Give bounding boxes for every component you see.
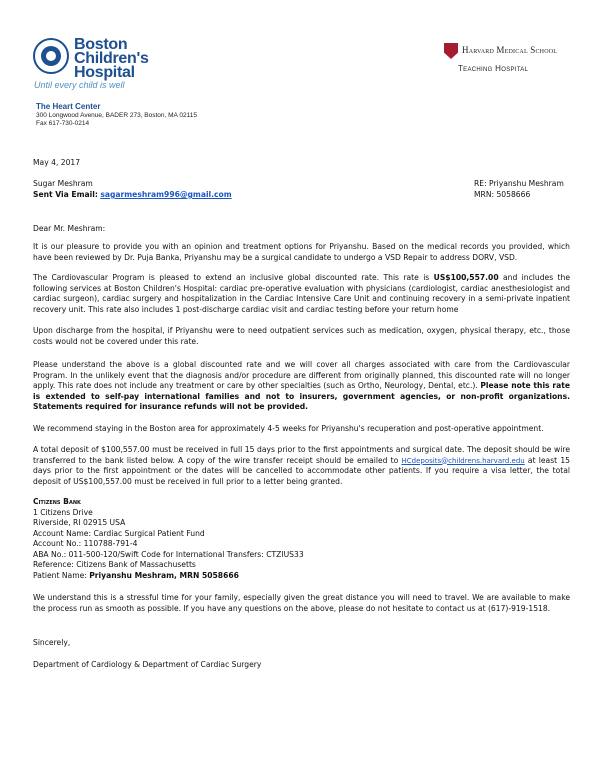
global-rate-bold-note: Please note this rate is extended to self-pay international families and not to insurers, government agencies, or non-profit organizations. Statements required for insurance refunds will not be provided. [33,381,570,411]
paragraph-stay: We recommend staying in the Boston area for approximately 4-5 weeks for Priyanshu's recuperation and post-operative appointment. [33,424,544,433]
letter-date: May 4, 2017 [33,158,81,167]
bank-name: Citizens Bank [33,497,81,506]
sent-via-label: Sent Via Email: [33,190,98,199]
fax-line: Fax 617-730-0214 [36,120,90,127]
paragraph-opinion: It is our pleasure to provide you with an opinion and treatment options for Priyanshu. Based on the medical records you provided, which have been reviewed by Dr. Puja Banka, Priyanshu may be a surgical candidate to undergo a VSD Repair to address DORV, VSD. [33,242,570,262]
mrn-line: MRN: 5058666 [474,190,531,199]
bank-account-name: Account Name: Cardiac Surgical Patient Fund [33,528,205,538]
patient-name-label: Patient Name: [33,570,90,580]
teaching-hospital-label: Teaching Hospital [458,64,529,73]
paragraph-deposit [33,445,570,487]
recipient-name: Sugar Meshram [33,179,93,188]
paragraph-global-rate [33,360,570,413]
deposits-email-link[interactable]: HCdeposits@childrens.harvard.edu [401,456,525,465]
bank-details [33,497,304,581]
harvard-shield-icon [444,43,458,59]
bank-patient-name [33,571,304,582]
hospital-logo-text [74,38,149,80]
hospital-tagline: Until every child is well [34,80,125,90]
logo-line-1: Boston [74,36,128,53]
logo-line-2: Children's [74,50,149,67]
heart-center-title: The Heart Center [36,102,101,111]
rate-amount: US$100,557.00 [433,273,499,282]
bank-aba-swift: ABA No.: 011-500-120/Swift Code for International Transfers: CTZIUS33 [33,549,304,559]
paragraph-discharge: Upon discharge from the hospital, if Priyanshu were to need outpatient services such as medication, oxygen, physical therapy, etc., those costs would not be covered under this rate. [33,326,570,346]
hospital-logo-icon [33,38,69,74]
deposit-text-a: A total deposit of $100,557.00 must be received in full 15 days prior to the first appointments and surgical date. The deposit should be wire transferred to the bank listed below. A copy of the wire transfer receipt should be emailed to [33,445,570,465]
signature-department: Department of Cardiology & Department of Cardiac Surgery [33,660,262,669]
rate-text-b: and includes the following services at Boston Children's Hospital: cardiac pre-operative evaluation with physicians (cardiologist, cardiac anesthesiologist and cardiac surgeon), cardiac surgery and hospitalization in the Cardiac Intensive Care Unit and continuing recovery in a semi-private inpatient recovery unit. This rate also includes 1 post-discharge cardiac visit and cardiac testing before your return home [33,273,570,314]
paragraph-closing-note: We understand this is a stressful time for your family, especially given the great distance you will need to travel. We are available to make the process run as smooth as possible. If you have any questions on the above, please do not hesitate to contact us at (617)-919-1518. [33,593,570,613]
patient-name-value: Priyanshu Meshram, MRN 5058666 [89,570,239,580]
recipient-email-link[interactable]: sagarmeshram996@gmail.com [100,190,232,199]
harvard-medical-school-name: Harvard Medical School [462,45,558,55]
paragraph-rate [33,273,570,315]
global-rate-text: Please understand the above is a global discounted rate and we will cover all charges associated with care from the Cardiovascular Program. In the unlikely event that the diagnosis and/or procedure are different from originally planned, this discounted rate will no longer apply. This rate does not include any treatment or care by other specialties (such as Ortho, Neurology, Dental, etc.). [33,360,570,390]
rate-text-a: The Cardiovascular Program is pleased to extend an inclusive global discounted rate. This rate is [33,273,434,282]
closing: Sincerely, [33,638,71,647]
bank-account-number: Account No.: 110788-791-4 [33,539,138,548]
logo-line-3: Hospital [74,64,135,81]
sent-via-email-line [33,190,232,201]
heart-center-address [36,112,197,128]
bank-address-1: 1 Citizens Drive [33,507,93,517]
salutation: Dear Mr. Meshram: [33,224,106,233]
bank-reference: Reference: Citizens Bank of Massachusetts [33,560,196,569]
deposit-text-b: at least 15 days prior to the first appointment or the dates will be cancelled to accommodate other patients. If you require a visa letter, the total deposit of US$100,557.00 must be received in full prior to a letter being granted. [33,455,570,486]
address-line: 300 Longwood Avenue, BADER 273, Boston, MA 02115 [36,112,197,119]
bank-address-2: Riverside, RI 02915 USA [33,518,126,527]
re-line: RE: Priyanshu Meshram [474,179,564,188]
